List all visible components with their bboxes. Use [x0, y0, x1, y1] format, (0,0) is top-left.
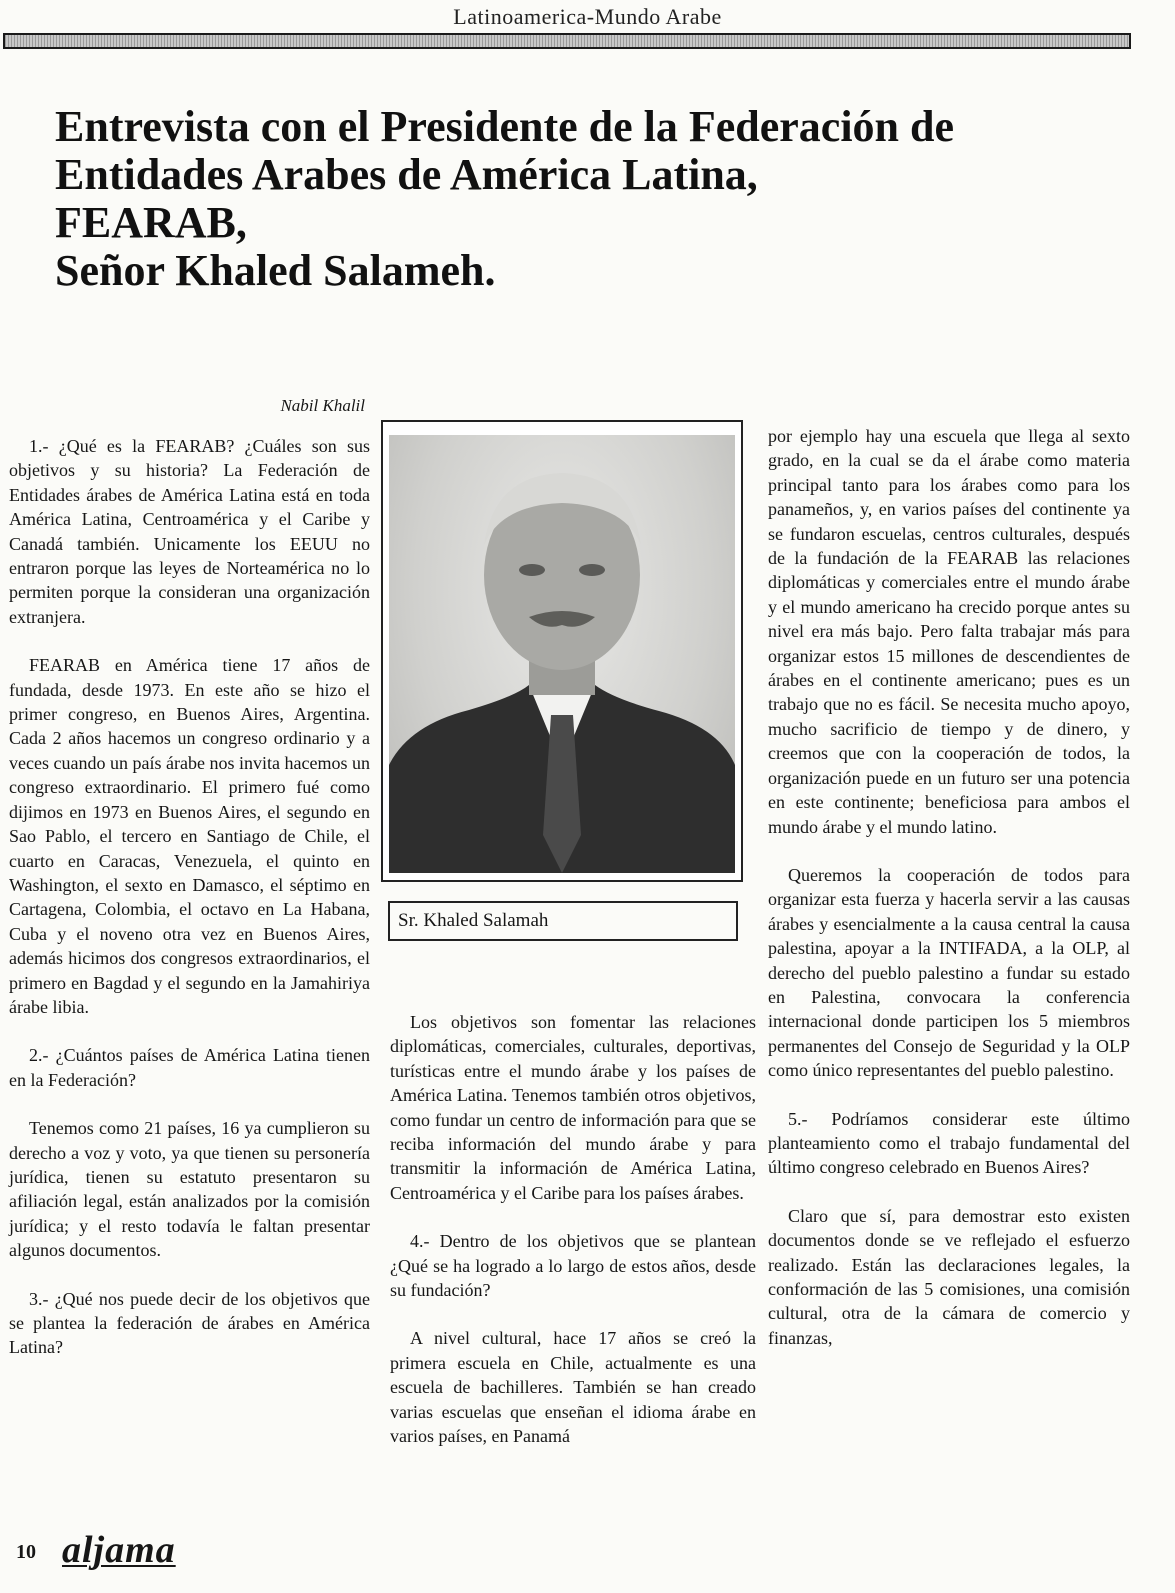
- portrait-photo-frame: [381, 420, 743, 882]
- paragraph: por ejemplo hay una escuela que llega al sexto grado, en la cual se da el árabe como materia principal tanto para los árabes como para los panameños, y, en varios países del continente ya se fundaron escuelas, centros culturales, después de la fundación de la FEARAB las relaciones diplomáticas y comerciales entre el mundo árabe y el mundo americano ha crecido porque antes su nivel era más bajo. Pero falta trabajar más para organizar estos 15 millones de descendientes de árabes en el continente americano; pues es un trabajo que no es fácil. Se necesita mucho apoyo, mucho sacrificio de tiempo y de dinero, y creemos que con la cooperación de todos, la organización puede en un futuro ser una potencia en este continente; beneficiosa para ambos el mundo árabe y el mundo latino.: [768, 426, 1130, 837]
- paragraph: FEARAB en América tiene 17 años de fundada, desde 1973. En este año se hizo el primer congreso, en Buenos Aires, Argentina. Cada 2 años hacemos un congreso ordinario y a veces cuando un país árabe nos invita hacemos un congreso extraordinario. El primero fué como dijimos en 1973 en Buenos Aires, el segundo en Sao Pablo, el tercero en Santiago de Chile, el cuarto en Caracas, Venezuela, el quinto en Washington, el sexto en Damasco, el séptimo en Cartagena, Colombia, el octavo en La Habana, Cuba y el noveno otra vez en Buenos Aires, además hicimos dos congresos extraordinarios, el primero en Bagdad y el segundo en la Jamahiriya árabe libia.: [9, 655, 370, 1017]
- photo-caption: Sr. Khaled Salamah: [388, 901, 738, 941]
- portrait-illustration: [389, 435, 735, 873]
- paragraph: 5.- Podríamos considerar este último planteamiento como el trabajo fundamental del último congreso celebrado en Buenos Aires?: [768, 1108, 1130, 1178]
- paragraph: A nivel cultural, hace 17 años se creó la primera escuela en Chile, actualmente es una escuela de bachilleres. También se han creado varias escuelas que enseñan el idioma árabe en varios países, en Panamá: [390, 1328, 756, 1447]
- paragraph: 3.- ¿Qué nos puede decir de los objetivos que se plantea la federación de árabes en América Latina?: [9, 1288, 370, 1358]
- article-title: [55, 103, 1115, 295]
- portrait-photo: [389, 435, 735, 873]
- article-column-2: [390, 1010, 756, 1473]
- paragraph: Queremos la cooperación de todos para organizar esta fuerza y hacerla servir a las causas árabes y esencialmente a la causa central la causa palestina, apoyar a la INTIFADA, a la OLP, al derecho del pueblo palestino a fundar su estado en Palestina, convocara la conferencia internacional donde participen los 5 miembros permanentes del Consejo de Seguridad y la OLP como único representantes del pueblo palestino.: [768, 864, 1130, 1081]
- paragraph: Tenemos como 21 países, 16 ya cumplieron su derecho a voz y voto, ya que tienen su personería jurídica, tienen su estatuto presentaron su afiliación legal, están analizados por la comisión jurídica; y el resto todavía le faltan presentar algunos documentos.: [9, 1118, 370, 1261]
- page-number: 10: [16, 1541, 36, 1563]
- magazine-logo: aljama: [62, 1529, 176, 1571]
- paragraph: Los objetivos son fomentar las relaciones diplomáticas, comerciales, culturales, deportivas, turísticas entre el mundo árabe y los países de América Latina. Tenemos también otros objetivos, como fundar un centro de información para que se reciba información del mundo árabe y para transmitir la información de América Latina, Centroamérica y el Caribe para los países árabes.: [390, 1012, 756, 1203]
- article-column-1: [9, 434, 370, 1384]
- article-column-3: [768, 424, 1130, 1374]
- author-byline: Nabil Khalil: [280, 396, 365, 415]
- header-rule: [3, 33, 1131, 49]
- paragraph: Claro que sí, para demostrar esto existen documentos donde se ve reflejado el esfuerzo realizado. Están las declaraciones legales, la conformación de las 5 comisiones, una comisión cultural, otra de la cámara de comercio y finanzas,: [768, 1205, 1130, 1348]
- title-line: Entrevista con el Presidente de la Federación de: [55, 102, 955, 151]
- paragraph: 1.- ¿Qué es la FEARAB? ¿Cuáles son sus objetivos y su historia? La Federación de Entidades árabes de América Latina está en toda América Latina, Centroamérica y el Caribe y Canadá también. Unicamente los EEUU no entraron porque las leyes de Norteamérica no lo permiten porque la consideran una organización extranjera.: [9, 436, 370, 627]
- section-header: Latinoamerica-Mundo Arabe: [453, 4, 722, 29]
- title-line: Entidades Arabes de América Latina,: [55, 150, 758, 199]
- title-line: FEARAB,: [55, 198, 247, 247]
- title-line: Señor Khaled Salameh.: [55, 246, 496, 295]
- paragraph: 2.- ¿Cuántos países de América Latina tienen en la Federación?: [9, 1045, 370, 1090]
- paragraph: 4.- Dentro de los objetivos que se plantean ¿Qué se ha logrado a lo largo de estos años, desde su fundación?: [390, 1231, 756, 1301]
